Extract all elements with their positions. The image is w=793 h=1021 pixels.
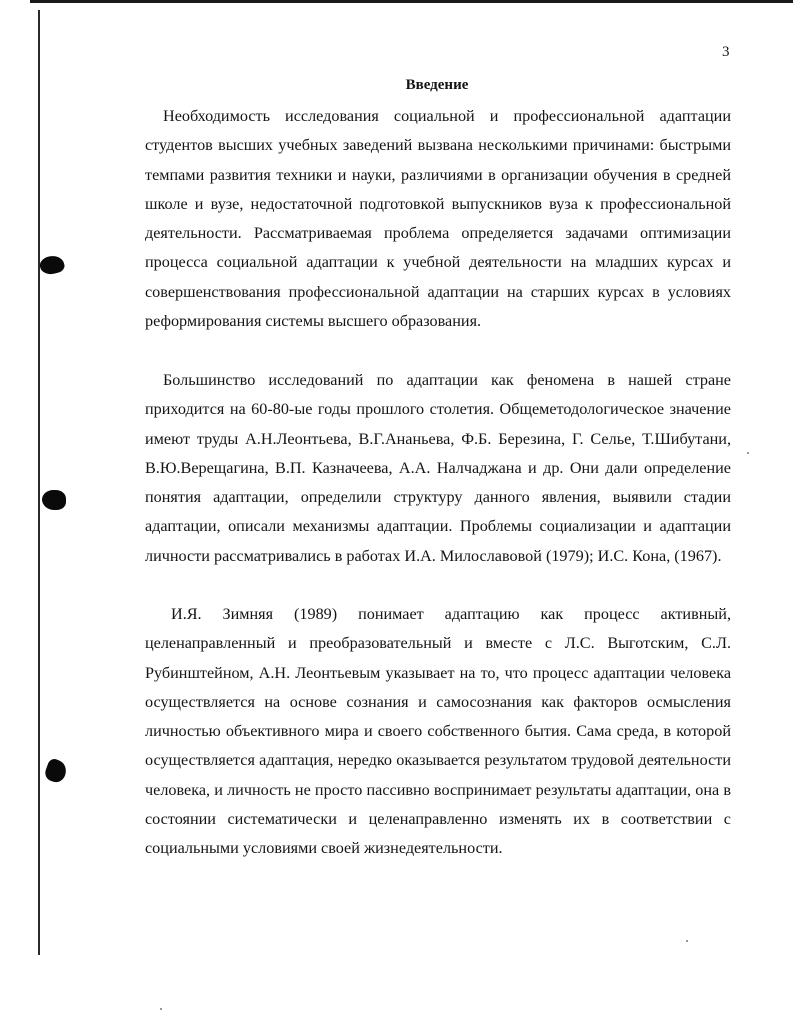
scan-speck (686, 940, 688, 942)
paragraph-intro: Необходимость исследования социальной и профессиональной адаптации студентов высших учебных заведений вызвана несколькими причинами: быстрыми темпами развития техники и науки, различиями в организации обучения в средней школе и вузе, недостаточной подготовкой выпускников вуза к профессиональной деятельности. Рассматриваемая проблема определяется задачами оптимизации процесса социальной адаптации к учебной деятельности на младших курсах и совершенствования профессиональной адаптации на старших курсах в условиях реформирования системы высшего образования. (145, 107, 731, 331)
punch-hole-mark (42, 490, 66, 510)
paragraph-research-overview: Большинство исследований по адаптации как феномена в нашей стране приходится на 60-80-ые годы прошлого столетия. Общеметодологическое значение имеют труды А.Н.Леонтьева, В.Г.Ананьева, Ф.Б. Березина, Г. Селье, Т.Шибутани, В.Ю.Верещагина, В.П. Казначеева, А.А. Налчаджана и др. Они дали определение понятия адаптации, определили структуру данного явления, выявили стадии адаптации, описали механизмы адаптации. Проблемы социализации и адаптации личности рассматривались в работах И.А. Милославовой (1979); И.С. Кона, (1967). (145, 371, 731, 565)
section-title: Введение (405, 77, 469, 93)
scan-speck (160, 1008, 162, 1010)
punch-hole-mark (43, 757, 69, 785)
punch-hole-mark (38, 253, 66, 277)
scan-top-border (30, 0, 793, 3)
scan-speck (747, 452, 749, 454)
scan-left-margin-line (38, 10, 40, 955)
paragraph-zimnyaya: И.Я. Зимняя (1989) понимает адаптацию как процесс активный, целенаправленный и преобразовательный и вместе с Л.С. Выготским, С.Л. Рубинштейном, А.Н. Леонтьевым указывает на то, что процесс адаптации человека осуществляется на основе сознания и самосознания как факторов осмысления личностью объективного мира и своего собственного бытия. Сама среда, в которой осуществляется адаптация, нередко оказывается результатом трудовой деятельности человека, и личность не просто пассивно воспринимает результаты адаптации, она в состоянии систематически и целенаправленно изменять их в соответствии с социальными условиями своей жизнедеятельности. (145, 605, 731, 858)
page-number: 3 (722, 44, 730, 60)
